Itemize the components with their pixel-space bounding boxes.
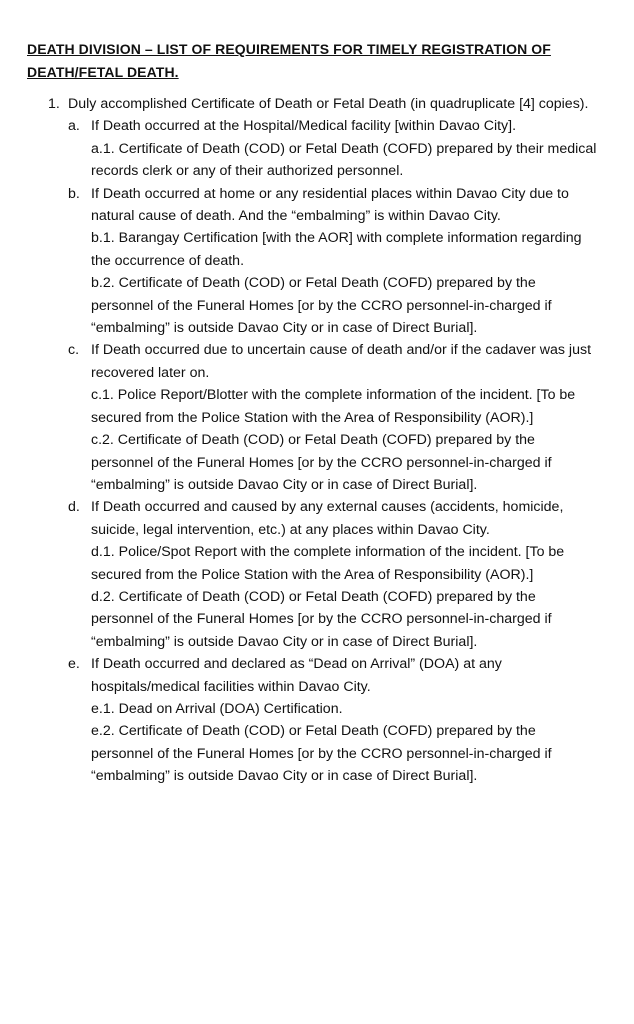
subitem-text: If Death occurred due to uncertain cause of death and/or if the cadaver was just recovered later on. bbox=[91, 342, 592, 381]
subitem-detail: d.1. Police/Spot Report with the complete information of the incident. [To be secured from the Police Station with the Area of Responsibility (AOR).] bbox=[91, 544, 565, 583]
subitem-detail: b.1. Barangay Certification [with the AOR] with complete information regarding the occurrence of death. bbox=[91, 230, 582, 269]
subitem-text: If Death occurred and caused by any external causes (accidents, homicide, suicide, legal intervention, etc.) at any places within Davao City. bbox=[91, 499, 564, 538]
subitem-letter: c. bbox=[68, 342, 80, 359]
subitem-a bbox=[68, 115, 598, 182]
subitem-text: If Death occurred and declared as “Dead on Arrival” (DOA) at any hospitals/medical facilities within Davao City. bbox=[91, 656, 502, 695]
subitem-c bbox=[68, 339, 598, 496]
subitem-letter: e. bbox=[68, 656, 80, 673]
subitem-detail: c.1. Police Report/Blotter with the complete information of the incident. [To be secured from the Police Station with the Area of Responsibility (AOR).] bbox=[91, 387, 576, 426]
subitem-detail: c.2. Certificate of Death (COD) or Fetal Death (COFD) prepared by the personnel of the Funeral Homes [or by the CCRO personnel-in-charged if “embalming” is outside Davao City or in case of Direct Burial]. bbox=[91, 432, 552, 493]
subitem-detail: e.1. Dead on Arrival (DOA) Certification. bbox=[91, 700, 343, 717]
subitem-letter: a. bbox=[68, 118, 80, 135]
subitem-detail: d.2. Certificate of Death (COD) or Fetal Death (COFD) prepared by the personnel of the Funeral Homes [or by the CCRO personnel-in-charged if “embalming” is outside Davao City or in case of Direct Burial]. bbox=[91, 588, 552, 650]
subitem-letter: b. bbox=[68, 185, 80, 202]
subitem-e bbox=[68, 653, 598, 787]
document-title: DEATH DIVISION – LIST OF REQUIREMENTS FOR TIMELY REGISTRATION OF DEATH/FETAL DEATH. bbox=[27, 41, 551, 80]
subitem-detail: b.2. Certificate of Death (COD) or Fetal Death (COFD) prepared by the personnel of the Funeral Homes [or by the CCRO personnel-in-charged if “embalming” is outside Davao City or in case of Direct Burial]. bbox=[91, 275, 552, 337]
subitem-d bbox=[68, 496, 598, 653]
subitem-letter: d. bbox=[68, 499, 80, 516]
subitem-detail: a.1. Certificate of Death (COD) or Fetal Death (COFD) prepared by their medical records clerk or any of their authorized personnel. bbox=[91, 140, 597, 180]
subitem-text: If Death occurred at home or any residential places within Davao City due to natural cause of death. And the “embalming” is within Davao City. bbox=[91, 185, 569, 225]
subitem-b bbox=[68, 183, 598, 340]
subitem-detail: e.2. Certificate of Death (COD) or Fetal Death (COFD) prepared by the personnel of the Funeral Homes [or by the CCRO personnel-in-charged if “embalming” is outside Davao City or in case of Direct Burial]. bbox=[91, 723, 552, 785]
subitem-text: If Death occurred at the Hospital/Medical facility [within Davao City]. bbox=[91, 118, 517, 135]
item-number: 1. bbox=[48, 96, 60, 112]
requirement-item-1 bbox=[27, 93, 598, 788]
item-text: Duly accomplished Certificate of Death or Fetal Death (in quadruplicate [4] copies). bbox=[68, 96, 589, 112]
